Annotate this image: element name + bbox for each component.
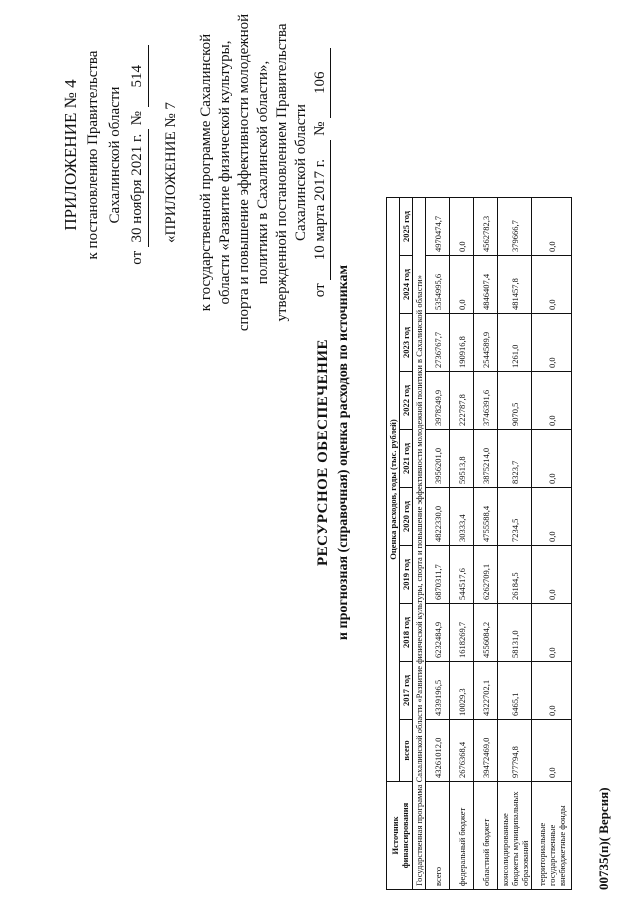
value-cell: 6870311,7 bbox=[426, 546, 450, 604]
value-cell: 4339196,5 bbox=[426, 662, 450, 720]
value-cell: 2544589,9 bbox=[474, 314, 498, 372]
appendix-4-title: ПРИЛОЖЕНИЕ № 4 bbox=[61, 79, 80, 231]
value-cell: 4755588,4 bbox=[474, 488, 498, 546]
estimate-header: Оценка расходов, годы (тыс. рублей) bbox=[387, 198, 400, 782]
value-cell: 0,0 bbox=[532, 430, 572, 488]
table-row bbox=[498, 198, 532, 890]
value-cell: 0,0 bbox=[532, 314, 572, 372]
value-cell: 59513,8 bbox=[450, 430, 474, 488]
heading-subtitle: и прогнозная (справочная) оценка расходов по источникам bbox=[336, 264, 351, 641]
value-cell: 0,0 bbox=[532, 198, 572, 256]
value-cell: 222787,8 bbox=[450, 372, 474, 430]
table-header-row bbox=[387, 198, 400, 890]
value-cell: 4556084,2 bbox=[474, 604, 498, 662]
value-cell: 0,0 bbox=[450, 198, 474, 256]
value-cell: 1261,0 bbox=[498, 314, 532, 372]
source-cell: федеральный бюджет bbox=[450, 782, 474, 890]
value-cell: 544517,6 bbox=[450, 546, 474, 604]
value-cell: 3875214,0 bbox=[474, 430, 498, 488]
number-label: № bbox=[129, 111, 145, 126]
column-header: 2025 год bbox=[400, 198, 413, 256]
value-cell: 4562782,3 bbox=[474, 198, 498, 256]
appendix-4-date-line bbox=[126, 25, 149, 285]
column-header: 2024 год bbox=[400, 256, 413, 314]
from-label: от bbox=[129, 250, 145, 265]
table-row bbox=[474, 198, 498, 890]
program-row bbox=[413, 198, 426, 890]
value-cell: 481457,8 bbox=[498, 256, 532, 314]
value-cell: 0,0 bbox=[450, 256, 474, 314]
number-label: № bbox=[312, 121, 328, 136]
value-cell: 6262709,1 bbox=[474, 546, 498, 604]
heading-title: РЕСУРСНОЕ ОБЕСПЕЧЕНИЕ bbox=[315, 338, 331, 567]
value-cell: 58131,0 bbox=[498, 604, 532, 662]
appendix-7-line: к государственной программе Сахалинской bbox=[198, 33, 214, 312]
value-cell: 0,0 bbox=[532, 372, 572, 430]
source-cell: всего bbox=[426, 782, 450, 890]
appendix-7-date: 10 марта 2017 г. bbox=[311, 140, 331, 280]
program-title-cell: Государственная программа Сахалинской области «Развитие физической культуры, спорта и повышение эффективности молодежной политики в Сахалинской области» bbox=[413, 198, 426, 890]
value-cell: 5354995,6 bbox=[426, 256, 450, 314]
column-header: 2018 год bbox=[400, 604, 413, 662]
column-header: 2020 год bbox=[400, 488, 413, 546]
appendix-7-line: Сахалинской области bbox=[293, 104, 309, 241]
appendix-7-number: 106 bbox=[311, 48, 331, 118]
column-header: 2021 год bbox=[400, 430, 413, 488]
from-label: от bbox=[312, 283, 328, 298]
value-cell: 4822330,0 bbox=[426, 488, 450, 546]
value-cell: 2676368,4 bbox=[450, 720, 474, 782]
value-cell: 977794,8 bbox=[498, 720, 532, 782]
value-cell: 0,0 bbox=[532, 720, 572, 782]
value-cell: 0,0 bbox=[532, 662, 572, 720]
column-header: 2019 год bbox=[400, 546, 413, 604]
financing-table bbox=[386, 197, 572, 890]
value-cell: 26184,5 bbox=[498, 546, 532, 604]
appendix-4-line: Сахалинской области bbox=[107, 86, 123, 224]
value-cell: 0,0 bbox=[532, 256, 572, 314]
value-cell: 0,0 bbox=[532, 604, 572, 662]
value-cell: 7234,5 bbox=[498, 488, 532, 546]
value-cell: 0,0 bbox=[532, 488, 572, 546]
column-header: 2022 год bbox=[400, 372, 413, 430]
source-cell: территориальные государственные внебюджетные фонды bbox=[532, 782, 572, 890]
value-cell: 0,0 bbox=[532, 546, 572, 604]
value-cell: 6465,1 bbox=[498, 662, 532, 720]
appendix-4-line: к постановлению Правительства bbox=[85, 50, 101, 260]
value-cell: 1618269,7 bbox=[450, 604, 474, 662]
appendix-7-title: «ПРИЛОЖЕНИЕ № 7 bbox=[163, 102, 179, 243]
value-cell: 3956201,0 bbox=[426, 430, 450, 488]
appendix-7-line: утвержденной постановлением Правительства bbox=[274, 23, 290, 322]
source-cell: областной бюджет bbox=[474, 782, 498, 890]
appendix-4-block bbox=[60, 25, 149, 285]
appendix-4-date: 30 ноября 2021 г. bbox=[126, 129, 149, 247]
value-cell: 4322702,1 bbox=[474, 662, 498, 720]
appendix-7-line: спорта и повышение эффективности молодежной bbox=[236, 13, 252, 332]
value-cell: 39472469,0 bbox=[474, 720, 498, 782]
column-header: 2017 год bbox=[400, 662, 413, 720]
version-footer: 00735(п)( Версия) bbox=[596, 787, 611, 890]
value-cell: 3746391,6 bbox=[474, 372, 498, 430]
value-cell: 10029,3 bbox=[450, 662, 474, 720]
column-header: 2023 год bbox=[400, 314, 413, 372]
value-cell: 4970474,7 bbox=[426, 198, 450, 256]
value-cell: 8323,7 bbox=[498, 430, 532, 488]
appendix-4-number: 514 bbox=[126, 45, 149, 107]
value-cell: 30333,4 bbox=[450, 488, 474, 546]
value-cell: 2736767,7 bbox=[426, 314, 450, 372]
table-row bbox=[450, 198, 474, 890]
value-cell: 6232484,9 bbox=[426, 604, 450, 662]
column-header: всего bbox=[400, 720, 413, 782]
value-cell: 4846407,4 bbox=[474, 256, 498, 314]
appendix-7-line: политики в Сахалинской области», bbox=[255, 60, 271, 285]
value-cell: 379666,7 bbox=[498, 198, 532, 256]
value-cell: 9070,5 bbox=[498, 372, 532, 430]
source-header: Источник финансирования bbox=[387, 782, 413, 890]
table-row bbox=[426, 198, 450, 890]
source-cell: консолидированные бюджеты муниципальных образований bbox=[498, 782, 532, 890]
value-cell: 190916,8 bbox=[450, 314, 474, 372]
value-cell: 3978249,9 bbox=[426, 372, 450, 430]
appendix-7-block bbox=[162, 0, 331, 345]
table-row bbox=[532, 198, 572, 890]
document-heading bbox=[315, 0, 352, 905]
value-cell: 43261012,0 bbox=[426, 720, 450, 782]
appendix-7-line: области «Развитие физической культуры, bbox=[217, 40, 233, 305]
